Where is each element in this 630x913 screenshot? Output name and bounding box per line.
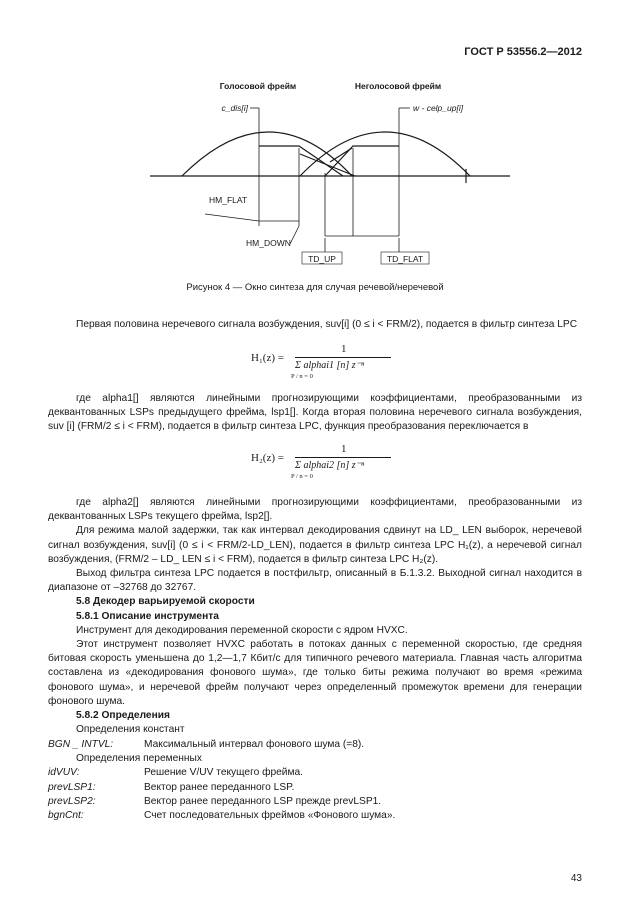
def-desc: Вектор ранее переданного LSP.: [144, 781, 295, 793]
f2-lhs: H₂(z) =: [251, 452, 284, 464]
voiced-window-arc: [182, 132, 352, 176]
label-td-flat: TD_FLAT: [386, 254, 424, 264]
p3: где alpha2[] являются линейными прогнозирующими коэффициентами, преобразованными из деквантованных LSPs текущего фрейма, lsp2[].: [48, 497, 582, 523]
f2-lim: P / n = 0: [291, 473, 313, 480]
paragraph-2: [48, 392, 582, 435]
constants-heading: Определения констант: [76, 724, 185, 736]
variables-heading: Определения переменных: [76, 753, 202, 765]
formula-h1: [251, 345, 421, 385]
p4: Для режима малой задержки, так как интервал декодирования сдвинут на LD_ LEN выборок, неречевой сигнал возбуждения, suv[i] (0 ≤ i < FRM/2-LD_LEN), подается в фильтр синтеза LPC H₁(z), а неречевой сигнал возбуждения, (FRM/2 – LD_ LEN ≤ i < FRM), подается в фильтр синтеза LPC H₂(z).: [48, 525, 582, 565]
definition-row: [48, 781, 582, 795]
p5: Выход фильтра синтеза LPC подается в постфильтр, описанный в Б.1.3.2. Выходной сигнал находится в диапазоне от –32768 до 32767.: [48, 568, 582, 594]
unvoiced-window-arc: [300, 132, 470, 176]
label-hm-down: HM_DOWN: [246, 238, 291, 248]
def-desc: Решение V/UV текущего фрейма.: [144, 767, 303, 779]
formula-h2: [251, 445, 421, 485]
document-header: ГОСТ Р 53556.2—2012: [464, 46, 582, 58]
def-term: idVUV:: [48, 767, 80, 779]
figure-caption: Рисунок 4 — Окно синтеза для случая речевой/неречевой: [186, 282, 444, 293]
synthesis-window-figure: [0, 78, 630, 268]
definition-row: [48, 738, 582, 752]
paragraph-3-5: [48, 496, 582, 737]
label-cdis: c_dis[i]: [221, 103, 248, 113]
label-wcelp: w - celp_up[i]: [413, 103, 464, 113]
def-term: prevLSP2:: [48, 795, 96, 807]
label-voiced: Голосовой фрейм: [219, 81, 297, 91]
cross-line: [330, 148, 352, 162]
definition-row: [48, 795, 582, 809]
section-5-8-2: 5.8.2 Определения: [76, 710, 170, 722]
page-number: 43: [570, 873, 582, 884]
section-5-8: 5.8 Декодер варьируемой скорости: [76, 596, 255, 608]
definition-row: [48, 766, 582, 780]
section-5-8-1: 5.8.1 Описание инструмента: [76, 610, 219, 622]
f1-lim: P / n = 0: [291, 373, 313, 380]
constants-list: [48, 738, 582, 823]
p7: Этот инструмент позволяет HVXC работать в потоках данных с переменной скоростью, где средняя битовая скорость уменьшена до 1,2—1,7 Кбит/с для типичного речевого материала. Главная часть алгоритма составлена из «декодирования фонового шума», где только биты режима получают во время «режима фонового шума», и неречевой фрейм получают через определенный промежуток времени для генерации фонового шума.: [48, 639, 582, 707]
label-unvoiced: Неголосовой фрейм: [354, 81, 442, 91]
f1-lhs: H₁(z) =: [251, 352, 284, 364]
label-td-up: TD_UP: [308, 254, 336, 264]
def-term: bgnCnt:: [48, 809, 84, 821]
label-hm-flat: HM_FLAT: [209, 195, 248, 205]
p6: Инструмент для декодирования переменной скорости с ядром HVXC.: [76, 624, 408, 636]
paragraph-1: [48, 318, 582, 332]
def-term: BGN _ INTVL:: [48, 739, 114, 750]
def-desc: Счет последовательных фреймов «Фонового шума».: [144, 809, 396, 821]
definition-row: [48, 809, 582, 823]
def-term: prevLSP1:: [48, 781, 96, 793]
f2-num: 1: [341, 443, 347, 455]
f1-den: Σ alphai1 [n] z⁻ⁿ: [295, 360, 365, 371]
def-desc: Вектор ранее переданного LSP прежде prevLSP1.: [144, 795, 382, 807]
variables-heading-row: [48, 752, 582, 766]
f1-num: 1: [341, 343, 347, 355]
f2-den: Σ alphai2 [n] z⁻ⁿ: [295, 460, 365, 471]
p2: где alpha1[] являются линейными прогнозирующими коэффициентами, преобразованными из деквантованных LSPs предыдущего фрейма, lsp1[]. Когда вторая половина неречевого сигнала возбуждения, suv [i] (FRM/2 ≤ i < FRM), подается в фильтр синтеза LPC, функция преобразования переключается в: [48, 393, 582, 433]
p1: Первая половина неречевого сигнала возбуждения, suv[i] (0 ≤ i < FRM/2), подается в фильтр синтеза LPC: [76, 319, 578, 330]
def-desc: Максимальный интервал фонового шума (=8).: [144, 739, 365, 750]
